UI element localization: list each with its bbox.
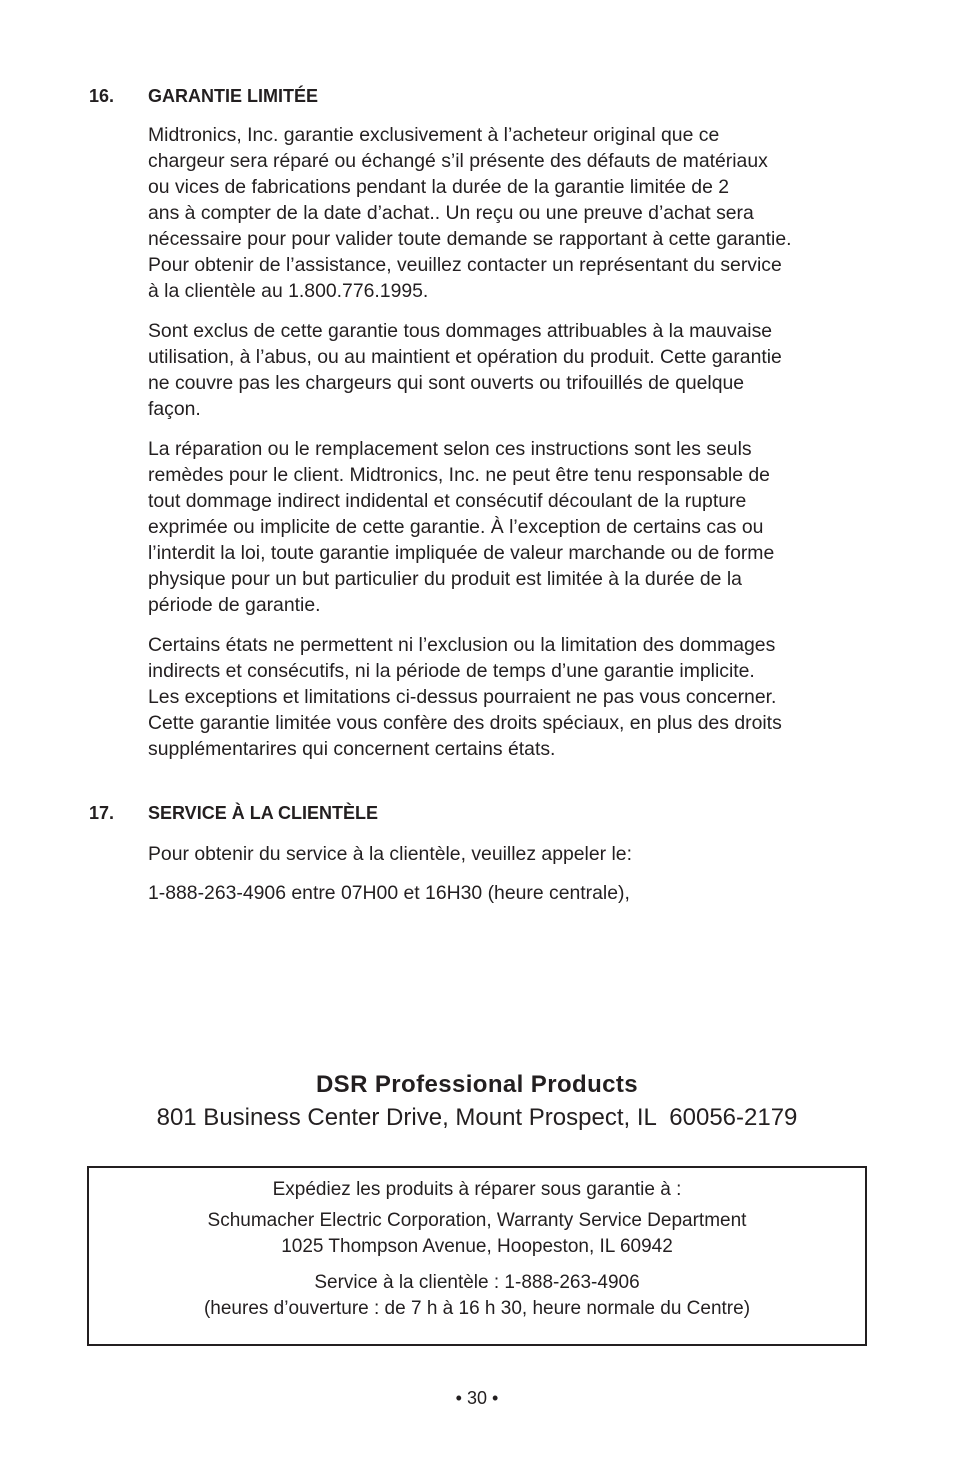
paragraph-line: Certains états ne permettent ni l’exclusion ou la limitation des dommages [148, 634, 776, 656]
paragraph-line: ans à compter de la date d’achat.. Un reçu ou une preuve d’achat sera [148, 202, 754, 224]
company-name: DSR Professional Products [315, 1071, 639, 1098]
customer-service-intro: Pour obtenir du service à la clientèle, veuillez appeler le: [148, 843, 632, 865]
paragraph-line: Cette garantie limitée vous confère des droits spéciaux, en plus des droits [148, 712, 782, 734]
paragraph-line: Sont exclus de cette garantie tous dommages attribuables à la mauvaise [148, 320, 773, 342]
section-17-title: SERVICE À LA CLIENTÈLE [148, 803, 379, 823]
warranty-paragraph-3 [148, 436, 878, 618]
warranty-paragraph-2 [148, 318, 878, 422]
service-hours-line: (heures d’ouverture : de 7 h à 16 h 30, heure normale du Centre) [203, 1298, 751, 1319]
section-17-heading [89, 802, 378, 824]
paragraph-line: utilisation, à l’abus, ou au maintient et opération du produit. Cette garantie [148, 346, 782, 368]
section-16-title: GARANTIE LIMITÉE [148, 86, 318, 106]
paragraph-line: nécessaire pour pour valider toute demande se rapportant à cette garantie. [148, 228, 792, 250]
service-phone-line: Service à la clientèle : 1-888-263-4906 [314, 1272, 640, 1293]
paragraph-line: Les exceptions et limitations ci-dessus pourraient ne pas vous concerner. [148, 686, 777, 708]
service-company-line: Schumacher Electric Corporation, Warranty Service Department [207, 1210, 747, 1231]
section-16-number: 16. [89, 86, 115, 106]
paragraph-line: l’interdit la loi, toute garantie impliquée de valeur marchande ou de forme [148, 542, 775, 564]
section-17-number: 17. [89, 803, 115, 823]
paragraph-line: tout dommage indirect indidental et consécutif découlant de la rupture [148, 490, 747, 512]
customer-service-phone-hours: 1-888-263-4906 entre 07H00 et 16H30 (heure centrale), [148, 882, 630, 904]
paragraph-line: Pour obtenir de l’assistance, veuillez contacter un représentant du service [148, 254, 782, 276]
paragraph-line: indirects et consécutifs, ni la période de temps d’une garantie implicite. [148, 660, 755, 682]
warranty-paragraph-4 [148, 632, 878, 762]
section-16-heading [89, 85, 318, 107]
paragraph-line: période de garantie. [148, 594, 321, 616]
warranty-service-box [87, 1166, 867, 1346]
page-number: • 30 • [455, 1388, 499, 1408]
paragraph-line: ne couvre pas les chargeurs qui sont ouverts ou trifouillés de quelque [148, 372, 745, 394]
ship-to-label: Expédiez les produits à réparer sous garantie à : [272, 1179, 682, 1200]
service-address-line: 1025 Thompson Avenue, Hoopeston, IL 60942 [281, 1236, 673, 1257]
paragraph-line: Midtronics, Inc. garantie exclusivement à l’acheteur original que ce [148, 124, 720, 146]
paragraph-line: remèdes pour le client. Midtronics, Inc. ne peut être tenu responsable de [148, 464, 770, 486]
paragraph-line: ou vices de fabrications pendant la durée de la garantie limitée de 2 [148, 176, 730, 198]
paragraph-line: supplémentarires qui concernent certains états. [148, 738, 556, 760]
paragraph-line: chargeur sera réparé ou échangé s’il présente des défauts de matériaux [148, 150, 768, 172]
warranty-paragraph-1 [148, 122, 878, 304]
paragraph-line: exprimée ou implicite de cette garantie. À l’exception de certains cas ou [148, 516, 764, 538]
paragraph-line: façon. [148, 398, 201, 420]
company-address: 801 Business Center Drive, Mount Prospect, IL 60056-2179 [156, 1104, 798, 1131]
paragraph-line: physique pour un but particulier du produit est limitée à la durée de la [148, 568, 742, 590]
paragraph-line: La réparation ou le remplacement selon ces instructions sont les seuls [148, 438, 752, 460]
paragraph-line: à la clientèle au 1.800.776.1995. [148, 280, 429, 302]
